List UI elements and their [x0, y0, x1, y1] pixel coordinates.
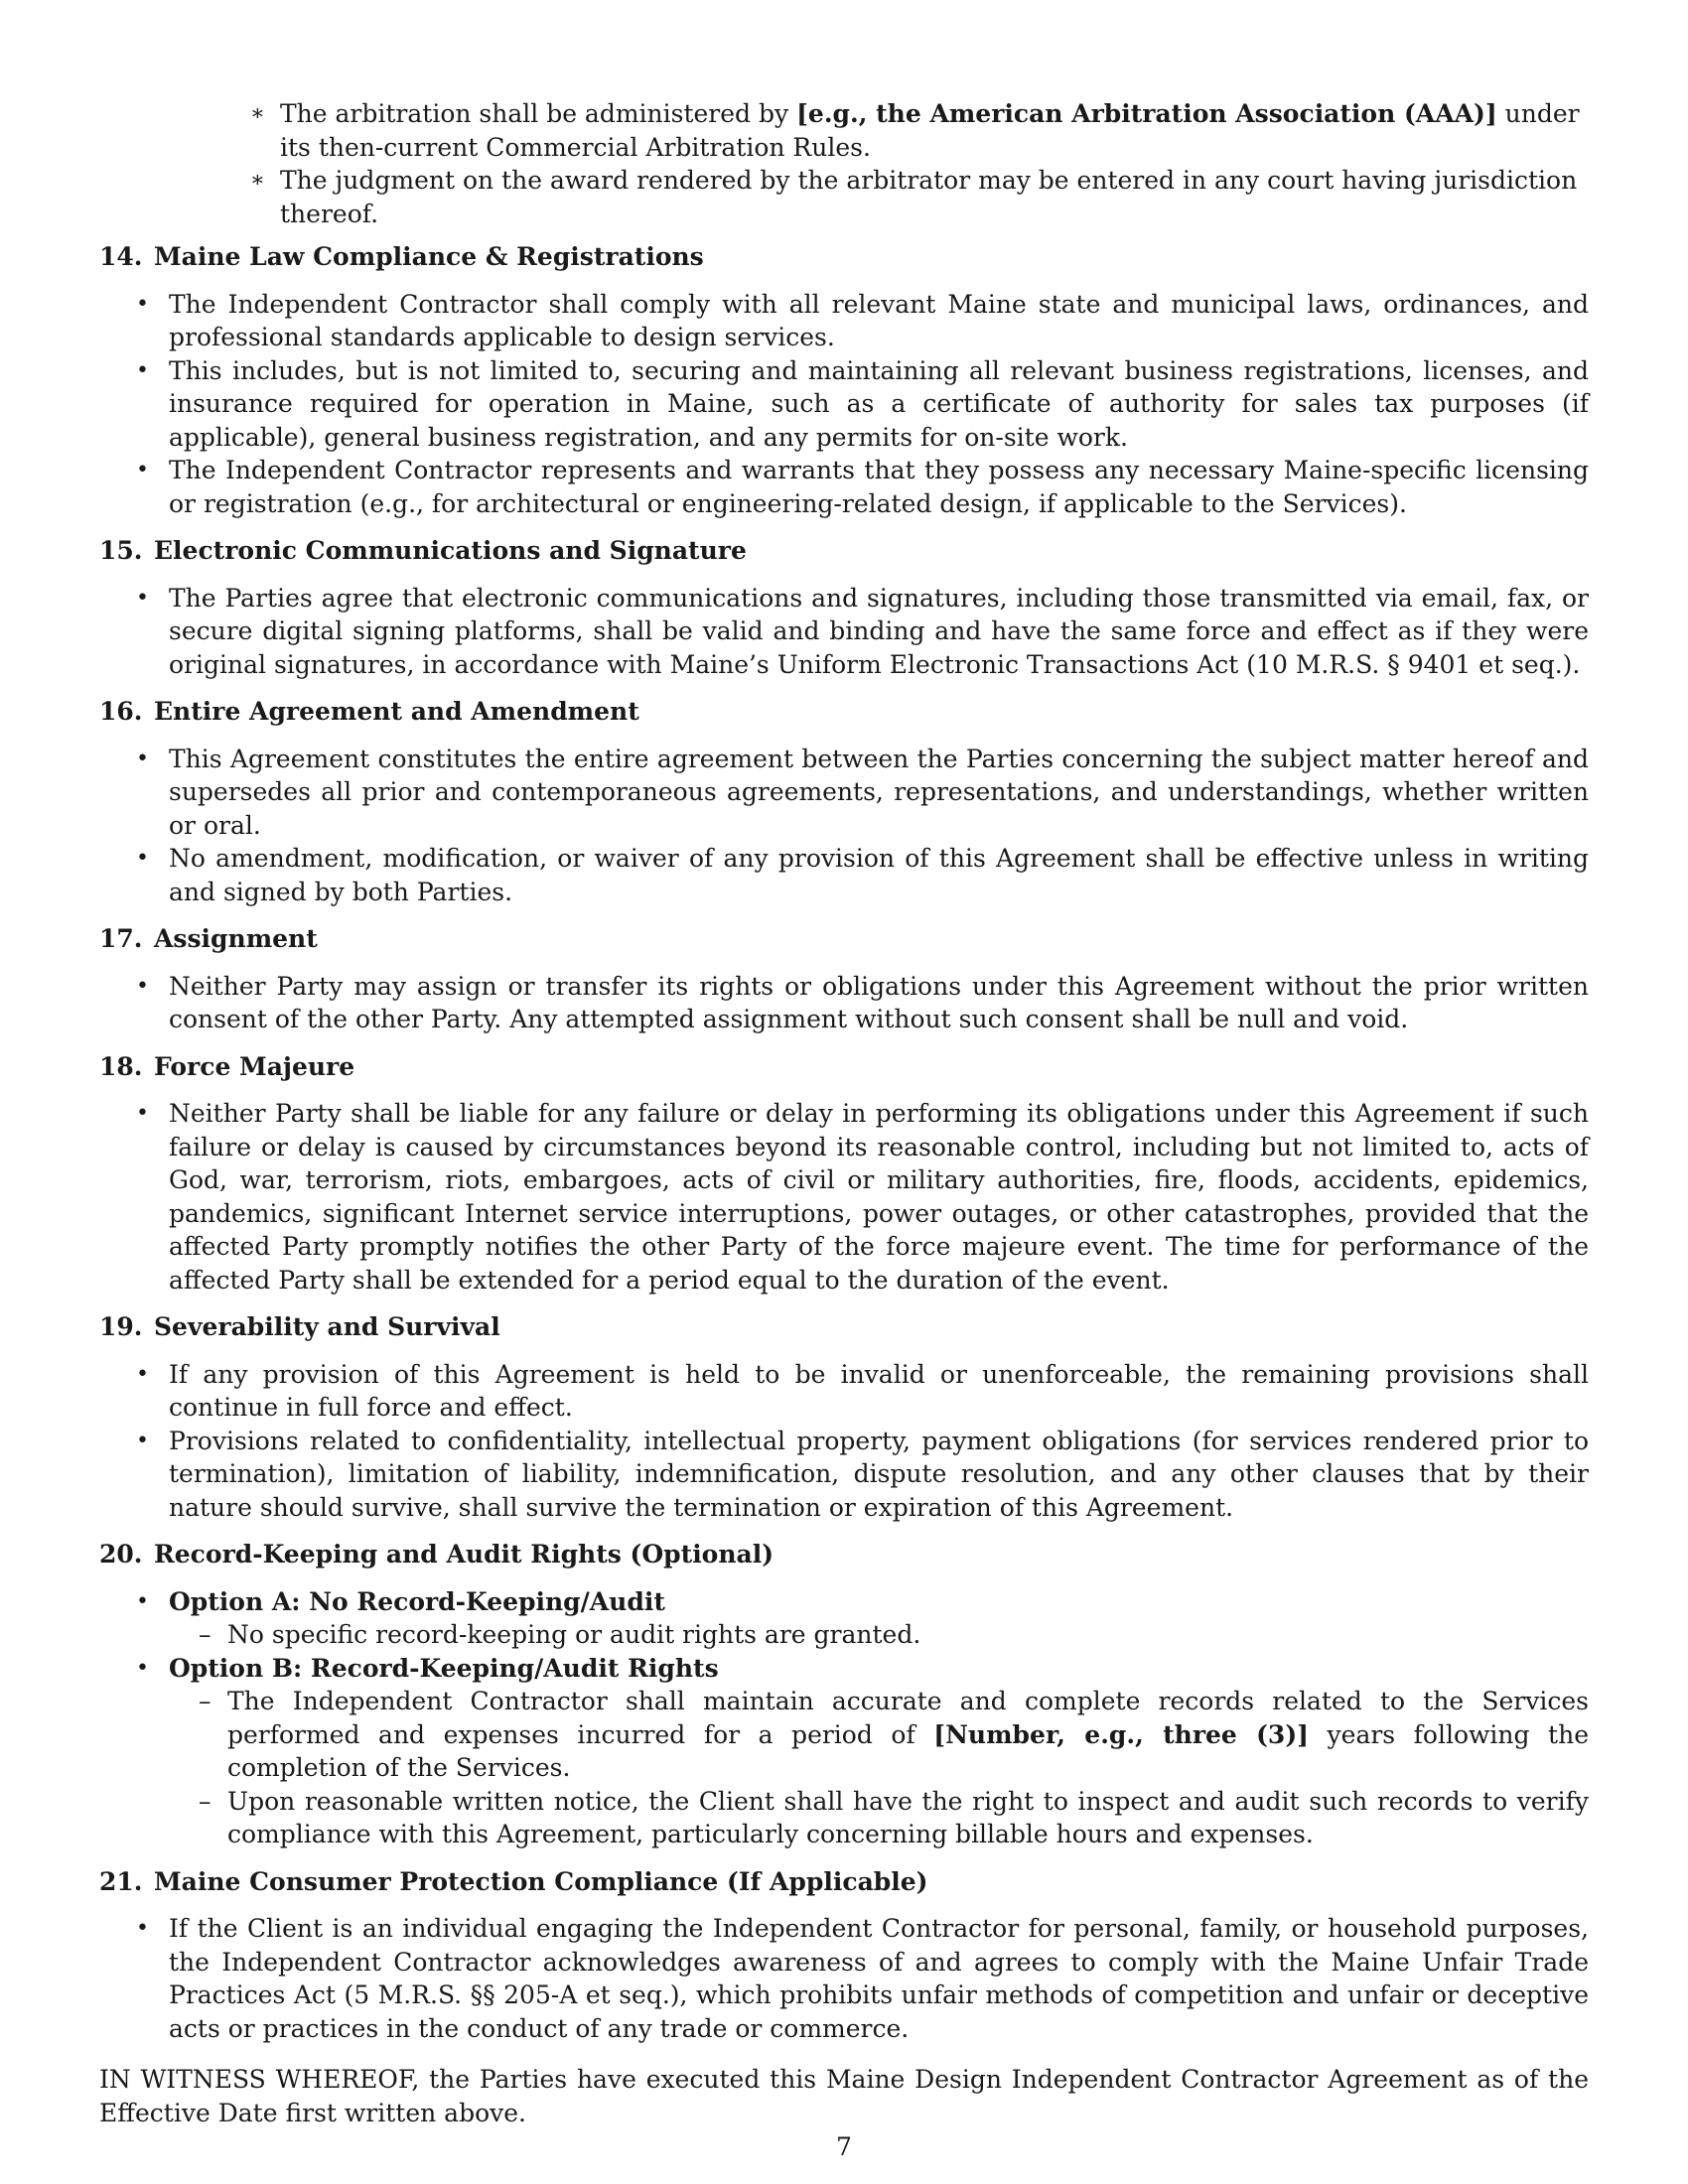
bullet-icon: • [136, 1361, 149, 1387]
dash-bullet-icon: – [199, 1786, 211, 1816]
list-item: • Neither Party shall be liable for any failure or delay in performing its obligations under this Agreement if such failure or delay is caused by circumstances beyond its reasonable control, including but not limited to, acts of God, war, terrorism, riots, embargoes, acts of civil or military authorities, fire, floods, accidents, epidemics, pandemics, significant Internet service interruptions, power outages, or other catastrophes, provided that the affected Party promptly notifies the other Party of the force majeure event. The time for performance of the affected Party shall be extended for a period equal to the duration of the event. [136, 1099, 1589, 1295]
option-a-sublist [169, 1618, 1589, 1652]
witness-clause: IN WITNESS WHEREOF, the Parties have executed this Maine Design Independent Contractor Agreement as of the Effective Date first written above. [99, 2065, 1589, 2127]
section-17-heading: 17. Assignment [99, 924, 318, 953]
bullet-icon: • [136, 458, 149, 482]
list-item: • Provisions related to confidentiality, intellectual property, payment obligations (for services rendered prior to termination), limitation of liability, indemnification, dispute resolution, and any other clauses that by their nature should survive, shall survive the termination or expiration of this Agreement. [136, 1426, 1589, 1522]
section-20-list [99, 1585, 1589, 1851]
section-16-list [99, 743, 1589, 909]
section-18-list [99, 1097, 1589, 1297]
page-number: 7 [836, 2132, 852, 2161]
section-21-heading: 21. Maine Consumer Protection Compliance (If Applicable) [99, 1866, 928, 1896]
section-14-list [99, 288, 1589, 521]
section-19-heading: 19. Severability and Survival [99, 1312, 500, 1341]
arbitration-sublist [99, 97, 1589, 230]
bullet-icon: • [136, 1655, 149, 1681]
dash-bullet-icon: – [199, 1687, 211, 1715]
section-14-heading: 14. Maine Law Compliance & Registrations [99, 242, 704, 271]
bullet-icon: • [136, 585, 149, 611]
section-21-list [99, 1912, 1589, 2045]
section-17-list [99, 970, 1589, 1036]
bullet-icon: • [136, 1588, 149, 1614]
list-item: – Upon reasonable written notice, the Client shall have the right to inspect and audit such records to verify compliance with this Agreement, particularly concerning billable hours and expenses. [199, 1786, 1589, 1848]
section-15-list [99, 582, 1589, 682]
section-15-heading: 15. Electronic Communications and Signature [99, 536, 747, 565]
list-item: • If the Client is an individual engaging the Independent Contractor for personal, family, or household purposes, the Independent Contractor acknowledges awareness of and agrees to comply with the Maine Unfair Trade Practices Act (5 M.R.S. §§ 205-A et seq.), which prohibits unfair methods of competition and unfair or deceptive acts or practices in the conduct of any trade or commerce. [136, 1914, 1589, 2043]
asterisk-bullet-icon: ∗ [250, 168, 265, 193]
option-b-sublist [169, 1685, 1589, 1851]
list-item: • The Parties agree that electronic communications and signatures, including those transmitted via email, fax, or secure digital signing platforms, shall be valid and binding and have the same force and effect as if they were original signatures, in accordance with Maine’s Uniform Electronic Transactions Act (10 M.R.S. § 9401 et seq.). [136, 583, 1589, 679]
list-item: • Option A: No Record-Keeping/Audit – No specific record-keeping or audit rights are granted. [99, 1585, 1589, 1652]
bullet-icon: • [136, 1428, 149, 1453]
list-item: • This Agreement constitutes the entire agreement between the Parties concerning the subject matter hereof and supersedes all prior and contemporaneous agreements, representations, and understandings, whether written or oral. [136, 744, 1589, 840]
list-item: ∗ The arbitration shall be administered by [e.g., the American Arbitration Association (AAA)] under its then-current Commercial Arbitration Rules. [250, 99, 1580, 162]
section-19-list [99, 1358, 1589, 1525]
section-16-heading: 16. Entire Agreement and Amendment [99, 697, 639, 726]
section-20-heading: 20. Record-Keeping and Audit Rights (Optional) [99, 1540, 774, 1569]
section-18-heading: 18. Force Majeure [99, 1051, 355, 1081]
bullet-icon: • [136, 973, 149, 999]
bullet-icon: • [136, 1916, 149, 1941]
list-item: • No amendment, modification, or waiver of any provision of this Agreement shall be effective unless in writing and signed by both Parties. [136, 844, 1589, 906]
list-item: ∗ The judgment on the award rendered by the arbitrator may be entered in any court having jurisdiction thereof. [250, 166, 1578, 228]
bullet-icon: • [136, 291, 149, 317]
bullet-icon: • [136, 846, 149, 871]
list-item: • Option B: Record-Keeping/Audit Rights – The Independent Contractor shall maintain accurate and complete records related to the Services performed and expenses incurred for a period of [Number, e.g., three (3)] years following the completion of the Services. – Upon reasonable written notice, the Client shall have the right to inspect and audit such records to verify compliance with this Agreement, particularly concerning billable hours and expenses. [99, 1652, 1589, 1851]
asterisk-bullet-icon: ∗ [250, 101, 265, 126]
bullet-icon: • [136, 746, 149, 771]
dash-bullet-icon: – [199, 1620, 211, 1649]
list-item: • Neither Party may assign or transfer its rights or obligations under this Agreement without the prior written consent of the other Party. Any attempted assignment without such consent shall be null and void. [136, 971, 1589, 1033]
list-item: – The Independent Contractor shall maintain accurate and complete records related to the Services performed and expenses incurred for a period of [Number, e.g., three (3)] years following the completion of the Services. [199, 1687, 1589, 1782]
list-item: – No specific record-keeping or audit rights are granted. [169, 1618, 1589, 1652]
list-item: • The Independent Contractor shall comply with all relevant Maine state and municipal laws, ordinances, and professional standards applicable to design services. [136, 289, 1589, 351]
list-item: • The Independent Contractor represents and warrants that they possess any necessary Maine-specific licensing or registration (e.g., for architectural or engineering-related design, if applicable to the Services). [136, 456, 1589, 518]
list-item: • This includes, but is not limited to, securing and maintaining all relevant business registrations, licenses, and insurance required for operation in Maine, such as a certificate of authority for sales tax purposes (if applicable), general business registration, and any permits for on-site work. [136, 355, 1589, 452]
list-item: • If any provision of this Agreement is held to be invalid or unenforceable, the remaining provisions shall continue in full force and effect. [136, 1359, 1589, 1422]
bullet-icon: • [136, 1101, 149, 1126]
bullet-icon: • [136, 357, 149, 383]
document-page [99, 97, 1589, 2129]
